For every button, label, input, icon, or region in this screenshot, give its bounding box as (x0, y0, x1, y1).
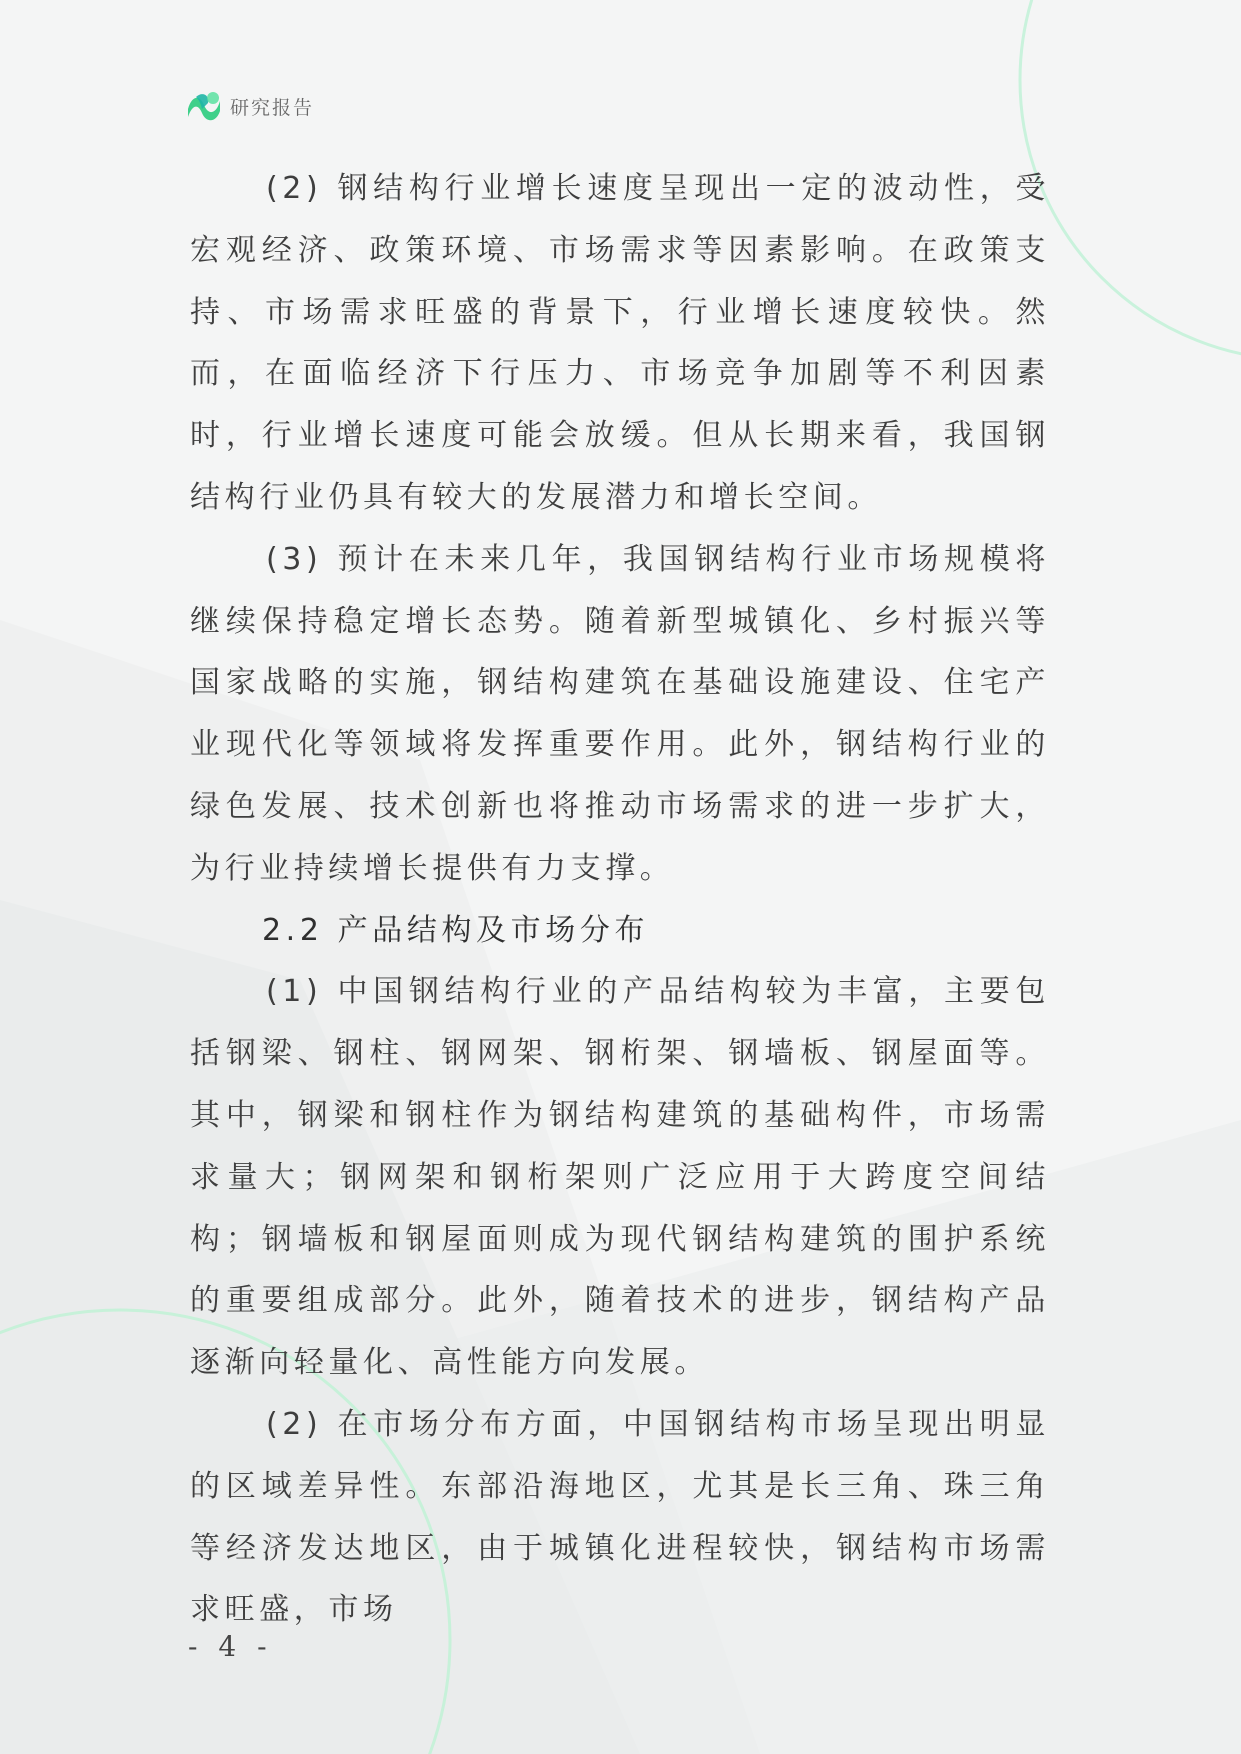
paragraph-product-structure: (1) 中国钢结构行业的产品结构较为丰富，主要包括钢梁、钢柱、钢网架、钢桁架、钢墙板、钢屋面等。其中，钢梁和钢柱作为钢结构建筑的基础构件，市场需求量大；钢网架和钢桁架则广泛应用于大跨度空间结构；钢墙板和钢屋面则成为现代钢结构建筑的围护系统的重要组成部分。此外，随着技术的进步，钢结构产品逐渐向轻量化、高性能方向发展。 (190, 974, 1050, 1381)
brand-logo-icon (186, 89, 222, 123)
paragraph-growth-volatility: (2) 钢结构行业增长速度呈现出一定的波动性，受宏观经济、政策环境、市场需求等因素影响。在政策支持、市场需求旺盛的背景下，行业增长速度较快。然而，在面临经济下行压力、市场竞争加剧等不利因素时，行业增长速度可能会放缓。但从长期来看，我国钢结构行业仍具有较大的发展潜力和增长空间。 (190, 171, 1050, 515)
section-heading: 2.2 产品结构及市场分布 (262, 912, 650, 948)
paragraph-market-distribution: (2) 在市场分布方面，中国钢结构市场呈现出明显的区域差异性。东部沿海地区，尤其是长三角、珠三角等经济发达地区，由于城镇化进程较快，钢结构市场需求旺盛，市场 (190, 1406, 1050, 1628)
header-title: 研究报告 (230, 96, 315, 119)
paragraph-growth-forecast: (3) 预计在未来几年，我国钢结构行业市场规模将继续保持稳定增长态势。随着新型城镇化、乡村振兴等国家战略的实施，钢结构建筑在基础设施建设、住宅产业现代化等领域将发挥重要作用。此外，钢结构行业的绿色发展、技术创新也将推动市场需求的进一步扩大，为行业持续增长提供有力支撑。 (190, 541, 1050, 886)
report-header (186, 88, 314, 124)
page-number: - 4 - (188, 1630, 273, 1663)
document-body (190, 158, 1050, 1641)
